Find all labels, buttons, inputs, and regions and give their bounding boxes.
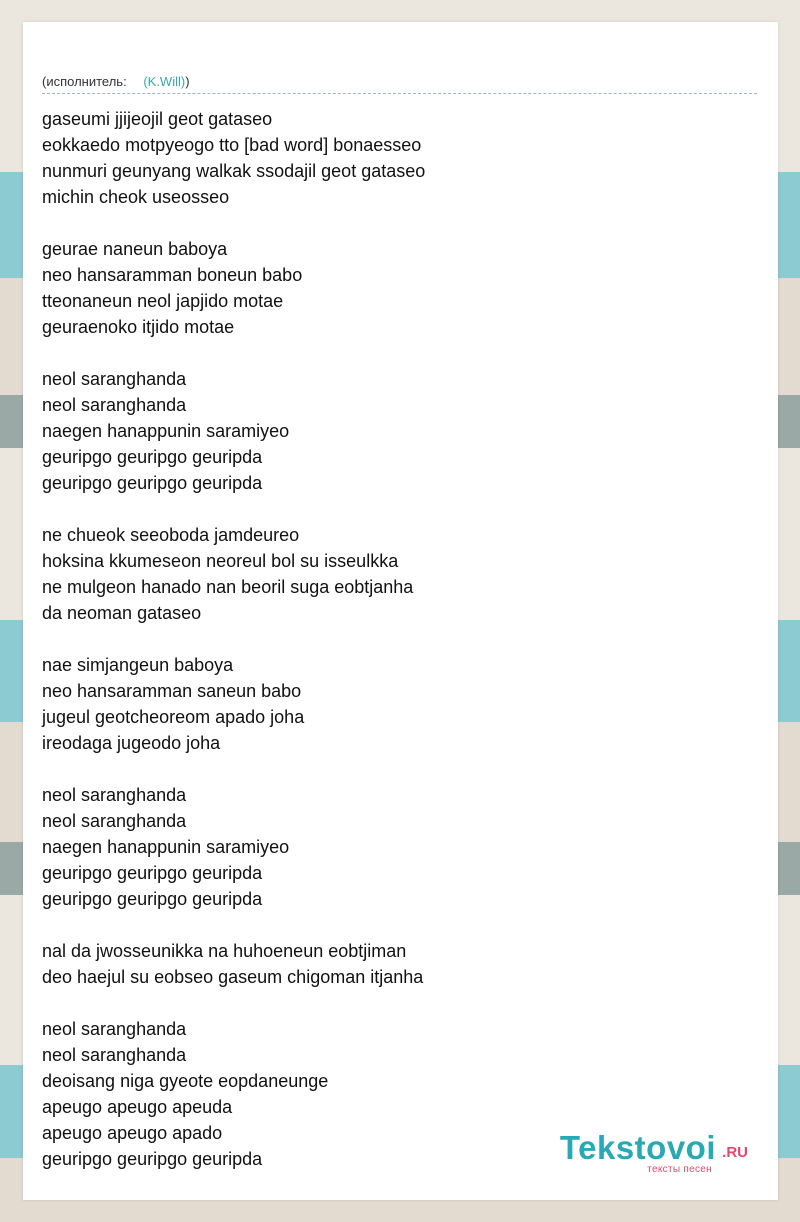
logo-name: Tekstovoi: [559, 1129, 716, 1166]
lyrics-card: [23, 22, 778, 1200]
artist-link[interactable]: (K.Will): [143, 74, 186, 89]
artist-line: [42, 73, 757, 94]
artist-close: ): [185, 74, 190, 89]
lyrics-text: gaseumi jjijeojil geot gataseo eokkaedo motpyeogo tto [bad word] bonaesseo nunmuri geunyang walkak ssodajil geot gataseo michin cheok useosseo geurae naneun baboya neo hansaramman boneun babo tteonaneun neol japjido motae geuraenoko itjido motae neol saranghanda neol saranghanda naegen hanappunin saramiyeo geuripgo geuripgo geuripda geuripgo geuripgo geuripda ne chueok seeoboda jamdeureo hoksina kkumeseon neoreul bol su isseulkka ne mulgeon hanado nan beoril suga eobtjanha da neoman gataseo nae simjangeun baboya neo hansaramman saneun babo jugeul geotcheoreom apado joha ireodaga jugeodo joha neol saranghanda neol saranghanda naegen hanappunin saramiyeo geuripgo geuripgo geuripda geuripgo geuripgo geuripda nal da jwosseunikka na huhoeneun eobtjiman deo haejul su eobseo gaseum chigoman itjanha neol saranghanda neol saranghanda deoisang niga gyeote eopdaneunge apeugo apeugo apeuda apeugo apeugo apado geuripgo geuripgo geuripda: [42, 109, 426, 1169]
logo-tagline: тексты песен: [647, 1164, 712, 1175]
logo-tld: .RU: [722, 1144, 748, 1161]
site-logo[interactable]: [538, 1130, 748, 1176]
artist-label: (исполнитель:: [42, 74, 127, 89]
